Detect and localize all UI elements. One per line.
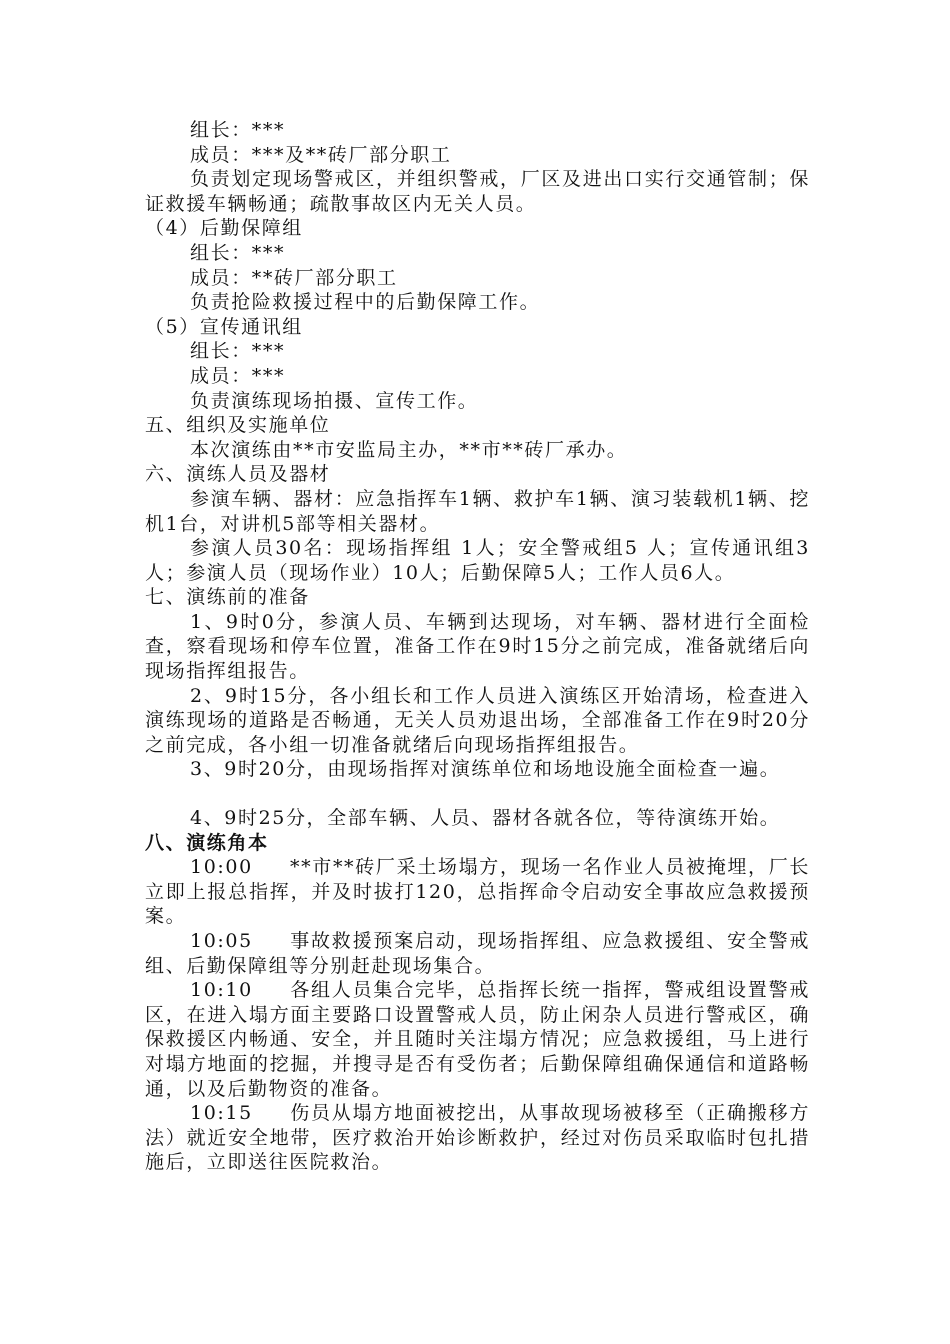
logistics-group-duty: 负责抢险救援过程中的后勤保障工作。 bbox=[190, 291, 541, 314]
script-text: 各组人员集合完毕，总指挥长统一指挥，警戒组设置警戒区，在进入塌方面主要路口设置警戒人员，防止闲杂人员进行警戒区，确保救援区内畅通、安全，并且随时关注塌方情况；应急救援组，马上进行对塌方地面的挖掘，并搜寻是否有受伤者；后勤保障组确保通信和道路畅通，以及后勤物资的准备。 bbox=[145, 979, 810, 1100]
document-body bbox=[145, 118, 810, 1175]
script-time: 10:15 bbox=[190, 1102, 253, 1125]
script-text: 伤员从塌方地面被挖出，从事故现场被移至（正确搬移方法）就近安全地带，医疗救治开始诊断救护，经过对伤员采取临时包扎措施后，立即送往医院救治。 bbox=[145, 1102, 810, 1174]
script-entry bbox=[145, 1101, 810, 1175]
security-group-members: 成员：***及**砖厂部分职工 bbox=[190, 143, 452, 166]
publicity-group-members: 成员：*** bbox=[190, 364, 286, 387]
prep-item-3: 3、9时20分，由现场指挥对演练单位和场地设施全面检查一遍。 bbox=[190, 758, 781, 781]
prep-item-2: 2、9时15分，各小组长和工作人员进入演练区开始清场，检查进入演练现场的道路是否畅通，无关人员劝退出场，全部准备工作在9时20分之前完成，各小组一切准备就绪后向现场指挥组报告。 bbox=[145, 684, 810, 756]
publicity-group-leader: 组长：*** bbox=[190, 340, 286, 363]
script-text: **市**砖厂采土场塌方，现场一名作业人员被掩埋，厂长立即上报总指挥，并及时拔打120，总指挥命令启动安全事故应急救援预案。 bbox=[145, 856, 810, 928]
script-time: 10:00 bbox=[190, 856, 253, 879]
logistics-group-leader: 组长：*** bbox=[190, 241, 286, 264]
section-6-vehicles: 参演车辆、器材：应急指挥车1辆、救护车1辆、演习装载机1辆、挖机1台，对讲机5部等相关器材。 bbox=[145, 487, 810, 535]
script-entry bbox=[145, 855, 810, 929]
logistics-group-title: （4）后勤保障组 bbox=[145, 217, 303, 240]
publicity-group-title: （5）宣传通讯组 bbox=[145, 315, 303, 338]
section-7-heading: 七、演练前的准备 bbox=[145, 586, 310, 609]
prep-item-4: 4、9时25分，全部车辆、人员、器材各就各位，等待演练开始。 bbox=[190, 807, 781, 830]
section-5-body: 本次演练由**市安监局主办，**市**砖厂承办。 bbox=[190, 438, 628, 461]
script-entry bbox=[145, 978, 810, 1101]
script-time: 10:05 bbox=[190, 930, 253, 952]
logistics-group-members: 成员：**砖厂部分职工 bbox=[190, 266, 398, 289]
security-group-leader: 组长：*** bbox=[190, 119, 286, 141]
publicity-group-duty: 负责演练现场拍摄、宣传工作。 bbox=[190, 389, 479, 412]
prep-item-1: 1、9时0分，参演人员、车辆到达现场，对车辆、器材进行全面检查，察看现场和停车位置，准备工作在9时15分之前完成，准备就绪后向现场指挥组报告。 bbox=[145, 610, 810, 683]
section-6-heading: 六、演练人员及器材 bbox=[145, 463, 331, 486]
blank-line bbox=[145, 782, 810, 806]
section-6-personnel: 参演人员30名：现场指挥组 1人；安全警戒组5 人；宣传通讯组3人；参演人员（现场作业）10人；后勤保障5人；工作人员6人。 bbox=[145, 537, 810, 584]
security-group-duty: 负责划定现场警戒区，并组织警戒，厂区及进出口实行交通管制；保证救援车辆畅通；疏散事故区内无关人员。 bbox=[145, 168, 810, 215]
script-text: 事故救援预案启动，现场指挥组、应急救援组、安全警戒组、后勤保障组等分别赶赴现场集合。 bbox=[145, 930, 810, 977]
script-time: 10:10 bbox=[190, 979, 253, 1002]
script-entry bbox=[145, 929, 810, 978]
section-8-heading: 八、演练角本 bbox=[145, 831, 269, 854]
section-5-heading: 五、组织及实施单位 bbox=[145, 414, 331, 437]
